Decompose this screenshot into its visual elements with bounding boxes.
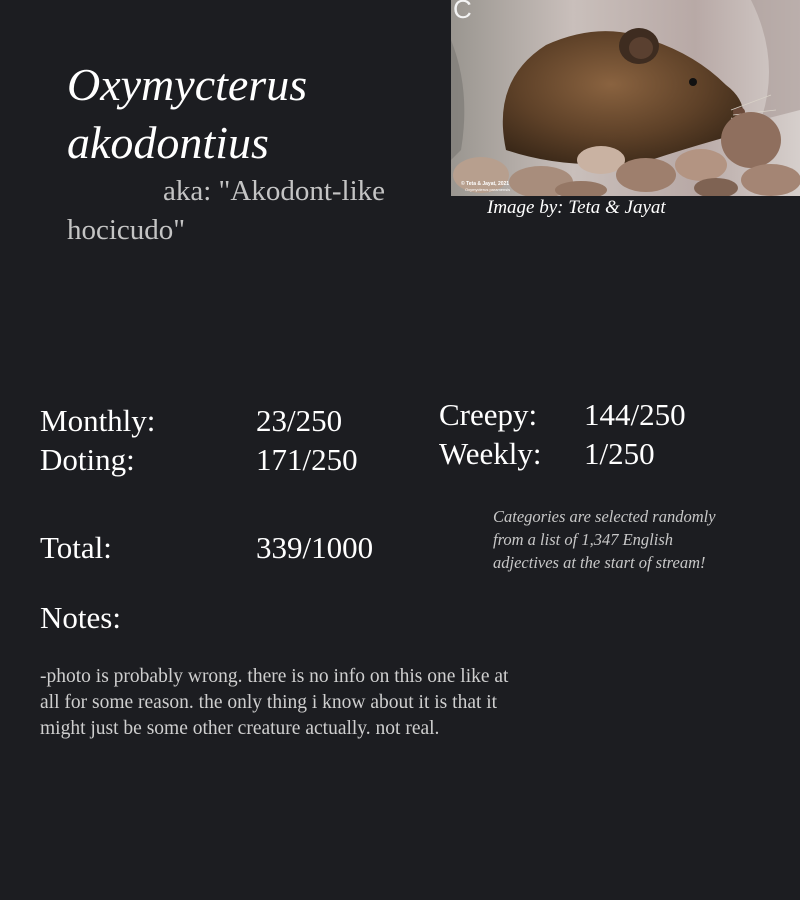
monthly-label: Monthly: [40,403,156,438]
doting-label: Doting: [40,442,135,477]
total-label: Total: [40,530,112,565]
notes-body: -photo is probably wrong. there is no info on this one like at all for some reason. the only thing i know about it is that it might just be some other creature actually. not real. [40,666,509,739]
rodent-photo-illustration [451,0,800,196]
image-credit: Image by: Teta & Jayat [487,197,666,218]
creepy-value: 144/250 [584,397,686,432]
monthly-value: 23/250 [256,403,343,438]
creepy-label: Creepy: [439,397,538,432]
doting-value: 171/250 [256,442,358,477]
categories-note: Categories are selected randomly from a list of 1,347 English adjectives at the start of stream! [493,507,716,572]
total-value: 339/1000 [256,530,374,565]
photo-copyright: © Teta & Jayat, 2021 [461,181,510,187]
photo-species-caption: Oxymycterus paramensis [465,187,511,192]
photo-corner-letter: C [453,0,472,24]
species-photo [451,0,800,196]
species-title: Oxymycterus akodontius [67,59,308,168]
species-aka: aka: "Akodont-like hocicudo" [67,175,386,246]
weekly-label: Weekly: [439,436,542,471]
notes-heading: Notes: [40,600,121,635]
weekly-value: 1/250 [584,436,655,471]
